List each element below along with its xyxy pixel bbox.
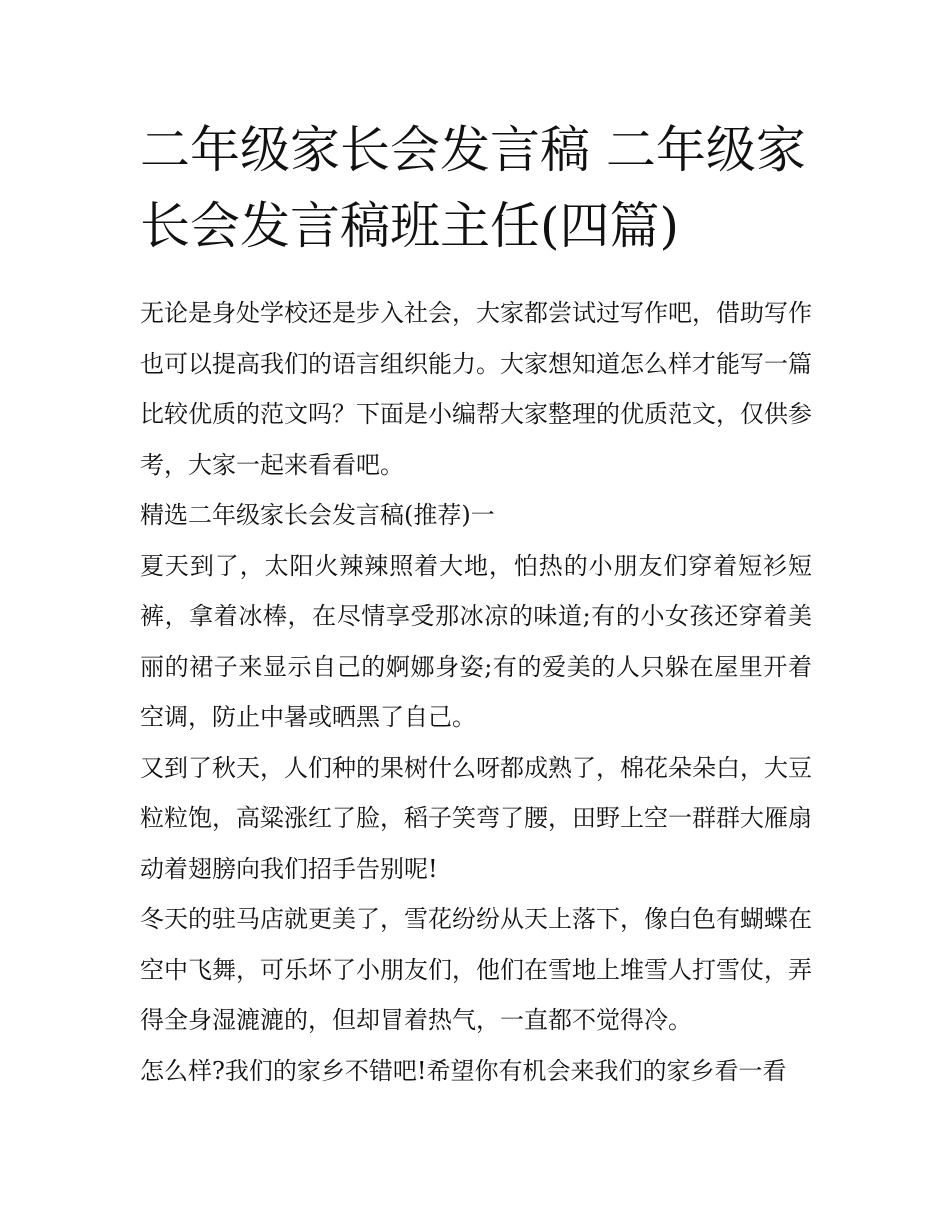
document-title: 二年级家长会发言稿 二年级家长会发言稿班主任(四篇) xyxy=(140,121,806,255)
autumn-paragraph: 又到了秋天，人们种的果树什么呀都成熟了，棉花朵朵白，大豆粒粒饱，高粱涨红了脸，稻子笑弯了腰，田野上空一群群大雁扇动着翅膀向我们招手告别呢! xyxy=(140,753,812,883)
document-page xyxy=(140,112,812,1096)
document-body xyxy=(140,288,812,1096)
summer-paragraph: 夏天到了，太阳火辣辣照着大地，怕热的小朋友们穿着短衫短裤，拿着冰棒，在尽情享受那冰凉的味道;有的小女孩还穿着美丽的裙子来显示自己的婀娜身姿;有的爱美的人只躲在屋里开着空调，防止中暑或晒黑了自己。 xyxy=(140,551,812,731)
section-heading: 精选二年级家长会发言稿(推荐)一 xyxy=(140,501,495,529)
winter-paragraph: 冬天的驻马店就更美了，雪花纷纷从天上落下，像白色有蝴蝶在空中飞舞，可乐坏了小朋友们，他们在雪地上堆雪人打雪仗，弄得全身湿漉漉的，但却冒着热气，一直都不觉得冷。 xyxy=(140,905,812,1034)
closing-paragraph: 怎么样?我们的家乡不错吧!希望你有机会来我们的家乡看一看 xyxy=(140,1056,787,1085)
intro-paragraph: 无论是身处学校还是步入社会，大家都尝试过写作吧，借助写作也可以提高我们的语言组织能力。大家想知道怎么样才能写一篇比较优质的范文吗？下面是小编帮大家整理的优质范文，仅供参考，大家一起来看看吧。 xyxy=(140,299,812,479)
